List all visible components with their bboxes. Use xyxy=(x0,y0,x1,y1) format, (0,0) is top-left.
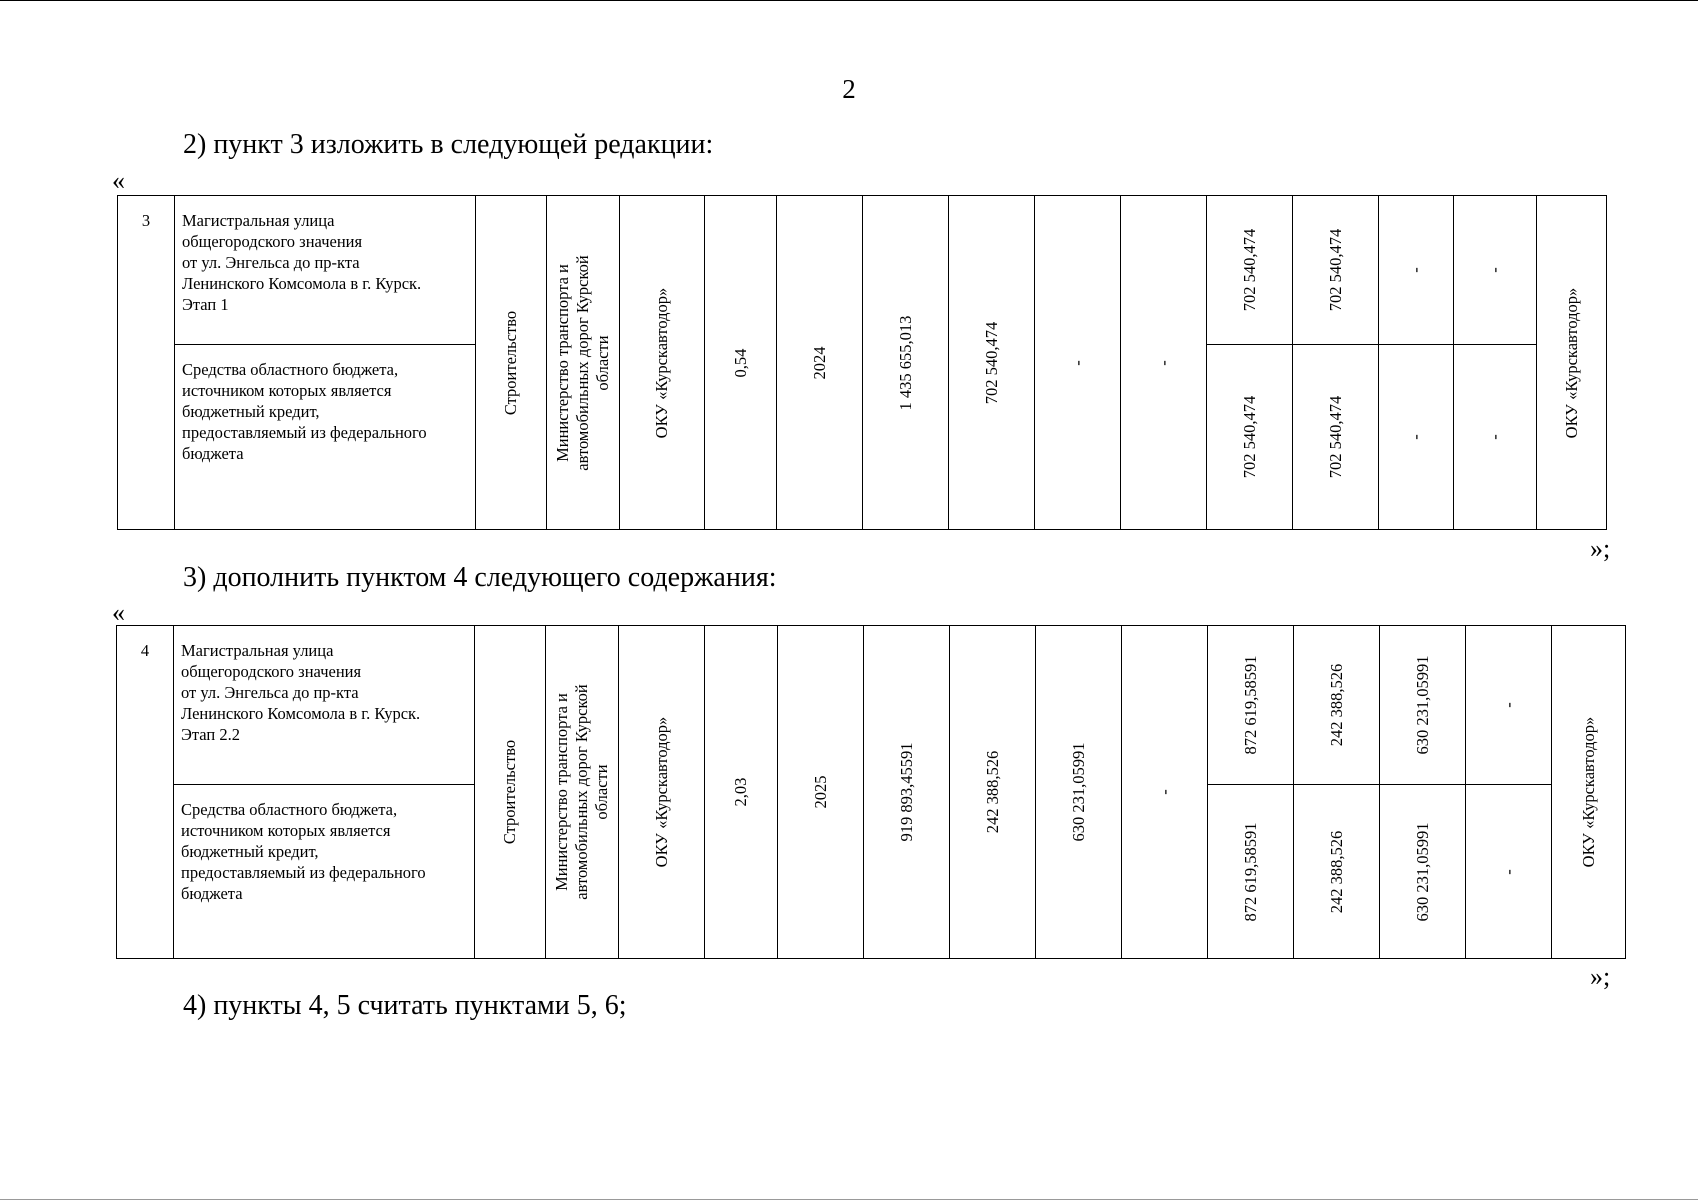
page-number: 2 xyxy=(842,74,856,104)
funding-b xyxy=(1035,196,1121,530)
total-row1-cell-text: - xyxy=(1498,702,1518,708)
object-name-line: от ул. Энгельса до пр-кта xyxy=(182,253,360,272)
funding-a-text: 242 388,526 xyxy=(982,750,1002,834)
total-row2-cell-text: 702 540,474 xyxy=(1325,395,1345,479)
total-row1-cell xyxy=(1454,196,1537,345)
item-number: 3 xyxy=(118,196,175,530)
total-row2-cell-text: 702 540,474 xyxy=(1239,395,1259,479)
total-row2-cell xyxy=(1208,785,1294,959)
amendment-table-2 xyxy=(116,625,1626,959)
developer-text: ОКУ «Курскавтодор» xyxy=(651,716,671,868)
item-4-text: 4) пункты 4, 5 считать пунктами 5, 6; xyxy=(183,990,627,1021)
funding-a xyxy=(949,196,1035,530)
work-type-text: Строительство xyxy=(501,310,520,415)
object-name-line: Магистральная улица xyxy=(181,641,334,660)
commission-year xyxy=(777,196,863,530)
total-row1-cell-text: 872 619,58591 xyxy=(1240,655,1260,755)
total-row2-cell-text: 630 231,05991 xyxy=(1412,822,1432,921)
work-type-text: Строительство xyxy=(500,739,519,845)
funding-c-text: - xyxy=(1154,789,1174,795)
total-row1-cell-text: - xyxy=(1406,267,1425,273)
total-row1-cell xyxy=(1293,196,1379,345)
state-customer-line: автомобильных дорог Курской xyxy=(573,254,592,471)
open-quote-1: « xyxy=(112,166,125,195)
item-number: 4 xyxy=(117,626,174,959)
total-row1-cell xyxy=(1208,626,1294,785)
page-top-border xyxy=(0,0,1698,1)
total-row2-cell xyxy=(1466,785,1552,959)
amendment-table-1 xyxy=(117,195,1607,530)
receiver xyxy=(1537,196,1607,530)
funding-source-line: предоставляемый из федерального xyxy=(182,423,427,442)
funding-c xyxy=(1122,626,1208,959)
object-name xyxy=(175,196,476,345)
object-name-line: от ул. Энгельса до пр-кта xyxy=(181,683,359,702)
developer xyxy=(619,626,705,959)
total-row1-cell xyxy=(1294,626,1380,785)
estimated-cost xyxy=(864,626,950,959)
total-row2-cell-text: 872 619,58591 xyxy=(1240,822,1260,921)
state-customer-line: автомобильных дорог Курской xyxy=(572,684,591,900)
total-row2-cell xyxy=(1454,345,1537,530)
object-name xyxy=(174,626,475,785)
funding-source xyxy=(174,785,475,959)
total-row1-cell xyxy=(1380,626,1466,785)
estimated-cost xyxy=(863,196,949,530)
funding-source-line: бюджета xyxy=(181,884,243,903)
funding-source xyxy=(175,345,476,530)
funding-b-text: - xyxy=(1067,359,1087,366)
funding-source-line: бюджета xyxy=(182,444,244,463)
commission-year-text: 2024 xyxy=(809,346,829,379)
total-row2-cell xyxy=(1207,345,1293,530)
funding-source-line: предоставляемый из федерального xyxy=(181,863,426,882)
total-row1-cell xyxy=(1379,196,1454,345)
object-name-line: Магистральная улица xyxy=(182,211,335,230)
capacity-text: 2,03 xyxy=(731,777,750,807)
funding-source-line: Средства областного бюджета, xyxy=(182,360,399,379)
receiver xyxy=(1552,626,1626,959)
total-row2-cell xyxy=(1293,345,1379,530)
funding-source-line: бюджетный кредит, xyxy=(182,402,320,421)
object-name-line: общегородского значения xyxy=(182,232,363,251)
close-quote-2: »; xyxy=(1590,962,1611,991)
developer-text: ОКУ «Курскавтодор» xyxy=(652,287,671,438)
open-quote-2: « xyxy=(112,598,125,627)
close-quote-1: »; xyxy=(1590,534,1611,563)
total-row1-cell-text: - xyxy=(1485,267,1504,273)
total-row2-cell-text: - xyxy=(1485,434,1504,440)
total-row2-cell-text: - xyxy=(1498,868,1518,875)
state-customer xyxy=(547,196,620,530)
state-customer xyxy=(546,626,619,959)
object-name-line: Ленинского Комсомола в г. Курск. xyxy=(182,274,422,293)
commission-year-text: 2025 xyxy=(810,775,830,809)
funding-source-line: источником которых является xyxy=(181,821,391,840)
total-row2-cell xyxy=(1380,785,1466,959)
estimated-cost-text: 919 893,45591 xyxy=(896,742,916,842)
total-row1-cell-text: 630 231,05991 xyxy=(1412,655,1432,755)
object-name-line: общегородского значения xyxy=(181,662,362,681)
item-3-text: 3) дополнить пунктом 4 следующего содержания: xyxy=(183,562,777,593)
estimated-cost-text: 1 435 655,013 xyxy=(895,315,915,410)
funding-source-line: источником которых является xyxy=(182,381,392,400)
item-2-text: 2) пункт 3 изложить в следующей редакции: xyxy=(183,129,714,160)
funding-a xyxy=(950,626,1036,959)
object-name-line: Ленинского Комсомола в г. Курск. xyxy=(181,704,421,723)
funding-source-line: Средства областного бюджета, xyxy=(181,800,398,819)
state-customer-line: Министерство транспорта и xyxy=(553,263,572,462)
funding-b-text: 630 231,05991 xyxy=(1068,742,1088,842)
total-row1-cell xyxy=(1207,196,1293,345)
capacity xyxy=(705,196,777,530)
state-customer-line: области xyxy=(592,764,611,820)
total-row1-cell-text: 242 388,526 xyxy=(1326,663,1346,747)
funding-a-text: 702 540,474 xyxy=(981,321,1001,404)
total-row1-cell-text: 702 540,474 xyxy=(1325,228,1345,312)
total-row1-cell-text: 702 540,474 xyxy=(1239,228,1259,312)
receiver-text: ОКУ «Курскавтодор» xyxy=(1561,287,1581,438)
work-type xyxy=(475,626,546,959)
developer xyxy=(620,196,705,530)
state-customer-line: Министерство транспорта и xyxy=(552,693,571,891)
capacity-text: 0,54 xyxy=(730,348,750,377)
receiver-text: ОКУ «Курскавтодор» xyxy=(1578,716,1598,868)
commission-year xyxy=(778,626,864,959)
object-name-line: Этап 2.2 xyxy=(181,725,240,744)
total-row2-cell-text: 242 388,526 xyxy=(1326,830,1346,913)
total-row2-cell xyxy=(1294,785,1380,959)
funding-b xyxy=(1036,626,1122,959)
funding-source-line: бюджетный кредит, xyxy=(181,842,319,861)
capacity xyxy=(705,626,778,959)
state-customer-line: области xyxy=(593,334,612,391)
total-row2-cell xyxy=(1379,345,1454,530)
total-row1-cell xyxy=(1466,626,1552,785)
total-row2-cell-text: - xyxy=(1406,434,1425,440)
funding-c xyxy=(1121,196,1207,530)
work-type xyxy=(476,196,547,530)
funding-c-text: - xyxy=(1153,359,1173,366)
object-name-line: Этап 1 xyxy=(182,295,229,314)
